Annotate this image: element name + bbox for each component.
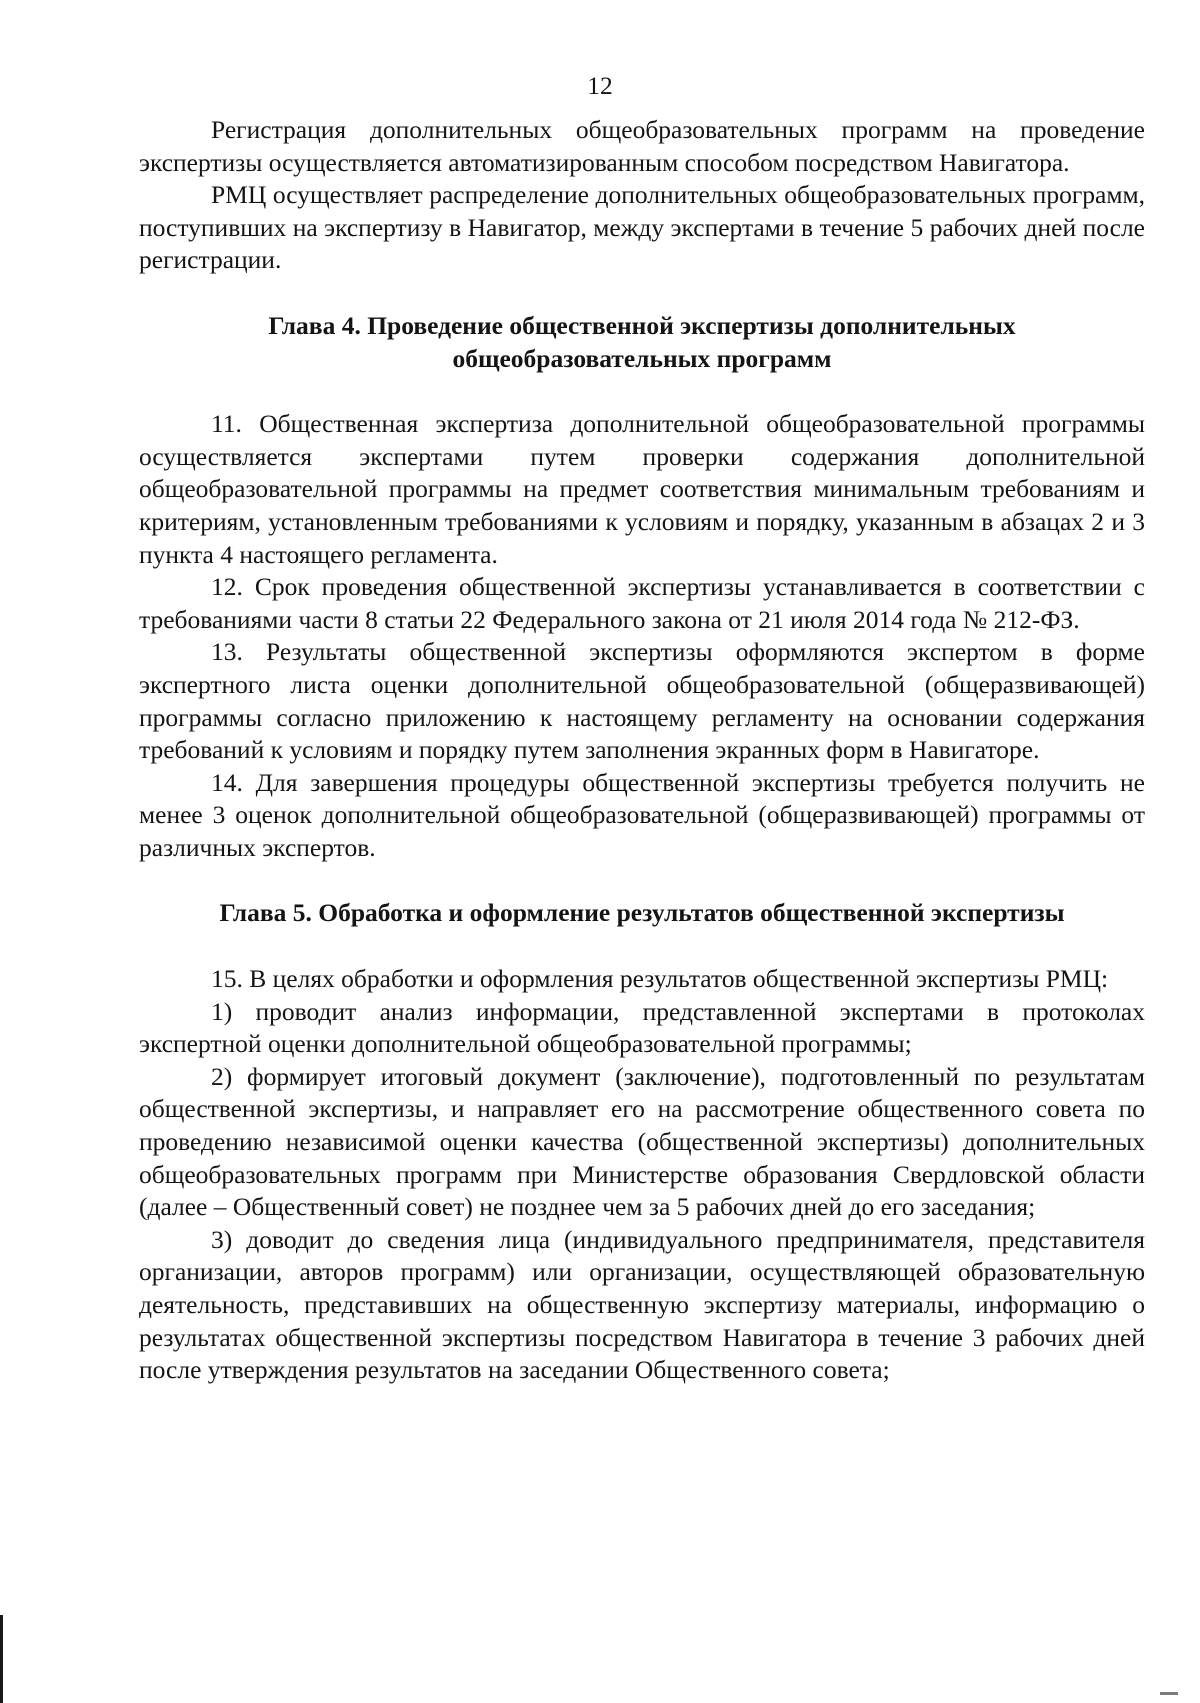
chapter-4-heading: Глава 4. Проведение общественной экспертизы дополнительных общеобразовательных программ bbox=[268, 310, 1016, 373]
clause-12: 12. Срок проведения общественной экспертизы устанавливается в соответствии с требованиями части 8 статьи 22 Федерального закона от 21 июля 2014 года № 212-ФЗ. bbox=[139, 572, 1145, 634]
clause-15: 15. В целях обработки и оформления результатов общественной экспертизы РМЦ: bbox=[211, 964, 1109, 994]
scan-edge-mark bbox=[0, 1615, 3, 1703]
clause-13: 13. Результаты общественной экспертизы оформляются экспертом в форме экспертного листа оценки дополнительной общеобразовательной (общеразвивающей) программы согласно приложению к настоящему регламенту на основании содержания требований к условиям и порядку путем заполнения экранных форм в Навигаторе. bbox=[139, 637, 1145, 765]
clause-15-sub-2: 2) формирует итоговый документ (заключение), подготовленный по результатам общественной экспертизы, и направляет его на рассмотрение общественного совета по проведению независимой оценки качества (общественной экспертизы) дополнительных общеобразовательных программ при Министерстве образования Свердловской области (далее – Общественный совет) не позднее чем за 5 рабочих дней до его заседания; bbox=[139, 1061, 1145, 1222]
paragraph-registration: Регистрация дополнительных общеобразовательных программ на проведение экспертизы осуществляется автоматизированным способом посредством Навигатора. bbox=[139, 115, 1145, 177]
clause-14: 14. Для завершения процедуры общественной экспертизы требуется получить не менее 3 оценок дополнительной общеобразовательной (общеразвивающей) программы от различных экспертов. bbox=[139, 767, 1145, 862]
clause-15-sub-1: 1) проводит анализ информации, представленной экспертами в протоколах экспертной оценки дополнительной общеобразовательной программы; bbox=[139, 996, 1145, 1059]
document-body bbox=[139, 114, 1145, 1387]
page-number: 12 bbox=[587, 71, 613, 100]
clause-11: 11. Общественная экспертиза дополнительной общеобразовательной программы осуществляется экспертами путем проверки содержания дополнительной общеобразовательной программы на предмет соответствия минимальным требованиям и критериям, установленным требованиями к условиям и порядку, указанным в абзацах 2 и 3 пункта 4 настоящего регламента. bbox=[139, 409, 1145, 569]
scan-corner-mark bbox=[1160, 1692, 1178, 1695]
paragraph-distribution: РМЦ осуществляет распределение дополнительных общеобразовательных программ, поступивших на экспертизу в Навигатор, между экспертами в течение 5 рабочих дней после регистрации. bbox=[139, 180, 1145, 275]
chapter-5-heading: Глава 5. Обработка и оформление результатов общественной экспертизы bbox=[219, 898, 1065, 928]
clause-15-sub-3: 3) доводит до сведения лица (индивидуального предпринимателя, представителя организации, авторов программ) или организации, осуществляющей образовательную деятельность, представивших на общественную экспертизу материалы, информацию о результатах общественной экспертизы посредством Навигатора в течение 3 рабочих дней после утверждения результатов на заседании Общественного совета; bbox=[139, 1224, 1145, 1385]
